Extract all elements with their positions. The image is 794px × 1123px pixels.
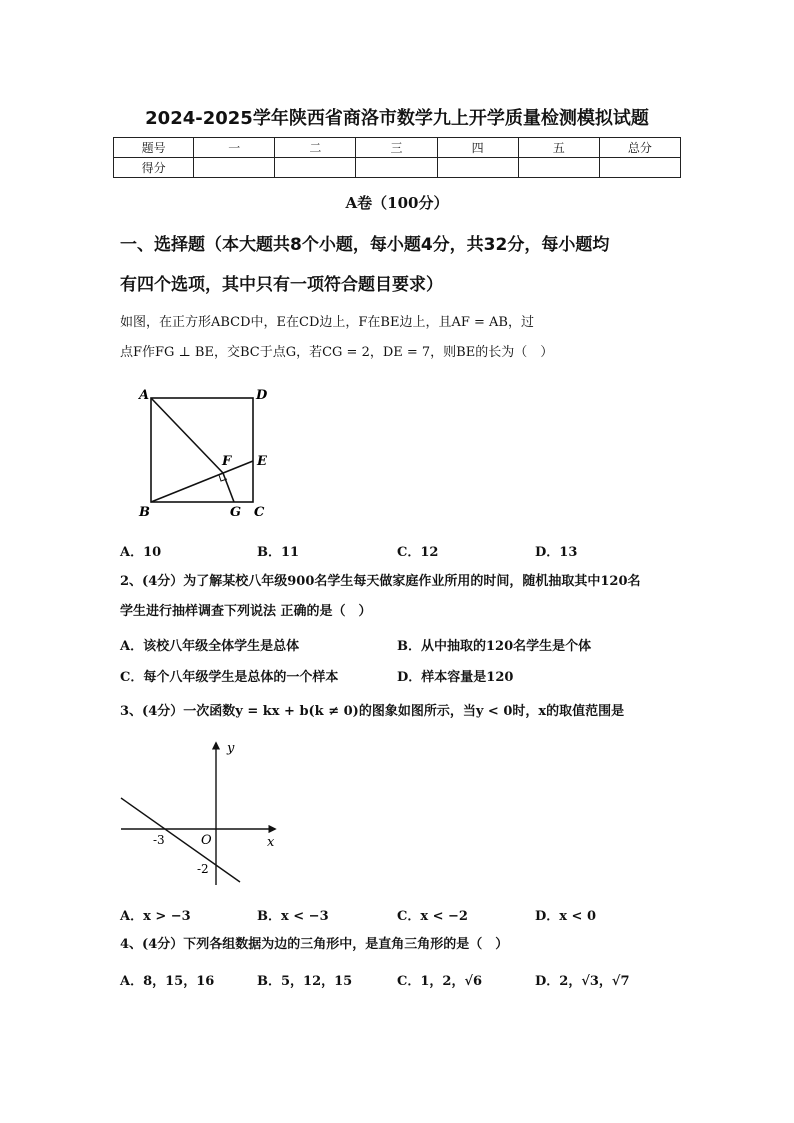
q3-option-b[interactable]: B．x < −3 (257, 909, 329, 924)
label-c: C (254, 505, 265, 520)
label-f: F (222, 454, 232, 469)
q2-text-line1: 2、(4分）为了解某校八年级900名学生每天做家庭作业所用的时间，随机抽取其中120名 (120, 574, 641, 589)
q4-option-a[interactable]: A．8，15，16 (120, 974, 215, 989)
score-table-cell: 五 (518, 138, 599, 158)
q3-option-a[interactable]: A．x > −3 (120, 909, 191, 924)
q3-option-d[interactable]: D．x < 0 (535, 909, 597, 924)
q1-text-line2: 点F作FG ⊥ BE，交BC于点G，若CG = 2，DE = 7，则BE的长为（ ） (120, 345, 554, 360)
q2-option-d[interactable]: D．样本容量是120 (397, 670, 514, 685)
q3-line-graph (115, 735, 285, 895)
score-table-cell: 二 (275, 138, 356, 158)
score-table-cell: 题号 (114, 138, 194, 158)
segment-fg (223, 473, 234, 502)
section-a-heading: A卷（100分） (345, 194, 449, 212)
score-table-cell: 总分 (599, 138, 680, 158)
label-b: B (139, 505, 150, 520)
score-table-cell: 四 (437, 138, 518, 158)
label-d: D (256, 388, 268, 403)
q1-option-b[interactable]: B．11 (257, 545, 300, 560)
origin-label: O (201, 833, 212, 848)
q1-square-figure (130, 385, 280, 525)
exam-title: 2024-2025学年陕西省商洛市数学九上开学质量检测模拟试题 (145, 108, 649, 129)
score-table-cell: 三 (356, 138, 437, 158)
q3-text-line1: 3、(4分）一次函数y = kx + b(k ≠ 0)的图象如图所示，当y < 0时，x的取值范围是 (120, 704, 625, 719)
score-input-cell[interactable] (437, 158, 518, 178)
score-input-cell[interactable] (518, 158, 599, 178)
part1-heading-line1: 一、选择题（本大题共8个小题，每小题4分，共32分，每小题均 (120, 235, 610, 255)
q3-option-c[interactable]: C．x < −2 (397, 909, 468, 924)
q2-option-a[interactable]: A．该校八年级全体学生是总体 (120, 639, 300, 654)
score-input-cell[interactable] (599, 158, 680, 178)
q4-option-b[interactable]: B．5，12，15 (257, 974, 353, 989)
score-input-cell[interactable] (356, 158, 437, 178)
q2-text-line2: 学生进行抽样调查下列说法 正确的是（ ） (120, 604, 372, 619)
q1-option-c[interactable]: C．12 (397, 545, 439, 560)
score-table-score-row (114, 158, 681, 178)
q1-option-d[interactable]: D．13 (535, 545, 578, 560)
segment-be (151, 461, 253, 502)
score-table-cell: 一 (194, 138, 275, 158)
part1-heading-line2: 有四个选项，其中只有一项符合题目要求） (120, 275, 443, 295)
y-axis-label: y (227, 741, 235, 756)
score-input-cell[interactable] (194, 158, 275, 178)
q4-option-d[interactable]: D．2，√3，√7 (535, 974, 630, 989)
label-e: E (257, 454, 267, 469)
score-table-row-label: 得分 (114, 158, 194, 178)
x-intercept-label: -3 (153, 833, 165, 847)
q4-option-c[interactable]: C．1，2，√6 (397, 974, 483, 989)
q2-option-b[interactable]: B．从中抽取的120名学生是个体 (397, 639, 592, 654)
segment-af (151, 398, 223, 473)
label-g: G (230, 505, 242, 520)
function-line (121, 798, 240, 882)
q1-option-a[interactable]: A．10 (120, 545, 162, 560)
q4-text-line1: 4、(4分）下列各组数据为边的三角形中，是直角三角形的是（ ） (120, 937, 509, 952)
score-table-header-row (114, 138, 681, 158)
score-input-cell[interactable] (275, 158, 356, 178)
q1-text-line1: 如图，在正方形ABCD中，E在CD边上，F在BE边上，且AF = AB，过 (120, 315, 534, 330)
y-intercept-label: -2 (197, 862, 209, 876)
q2-option-c[interactable]: C．每个八年级学生是总体的一个样本 (120, 670, 339, 685)
x-axis-label: x (267, 835, 275, 850)
score-table (113, 137, 681, 178)
label-a: A (139, 388, 150, 403)
